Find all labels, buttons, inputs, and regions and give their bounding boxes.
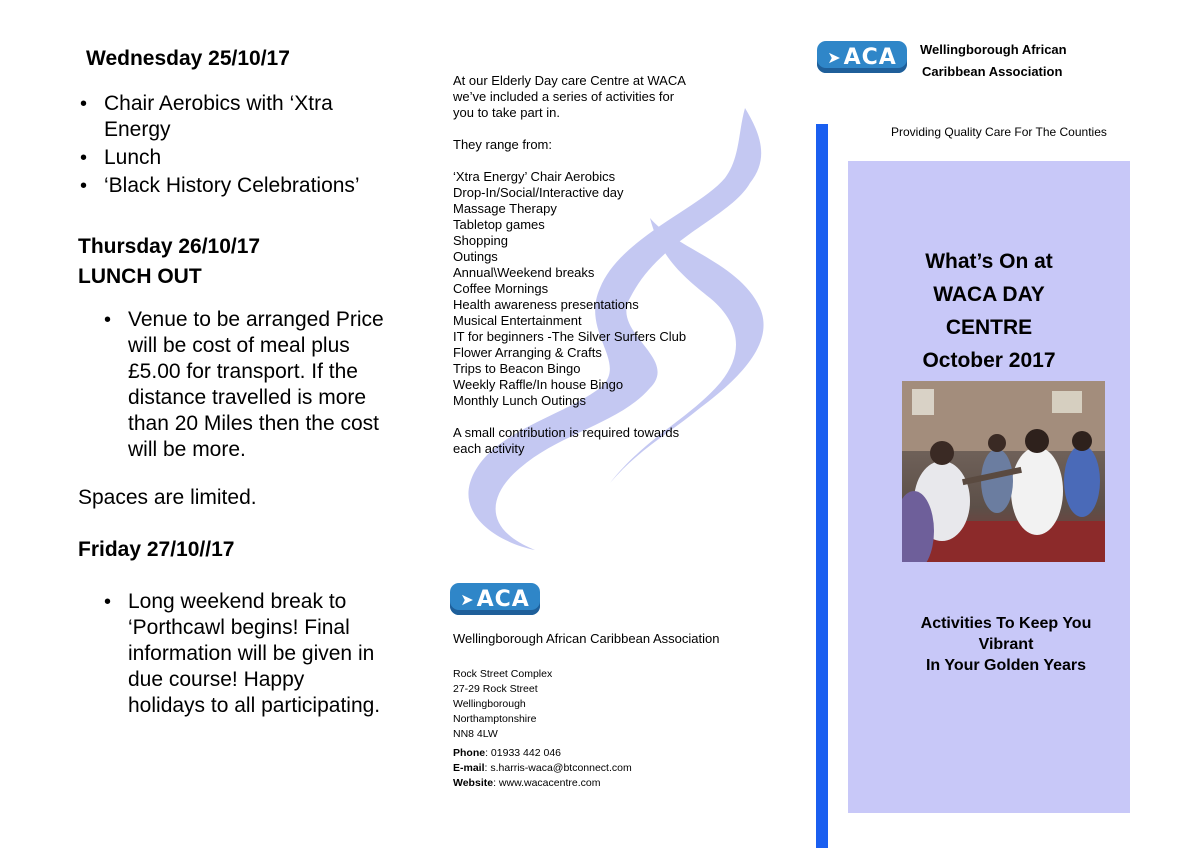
- contribution-line: A small contribution is required towards: [453, 425, 680, 440]
- thursday-heading: Thursday 26/10/17: [78, 235, 261, 258]
- cover-card: [848, 161, 1130, 813]
- thursday-list: [104, 307, 394, 463]
- intro-line: you to take part in.: [453, 105, 560, 120]
- list-item: Shopping: [453, 233, 508, 248]
- org-header: [920, 39, 1067, 83]
- list-item: Health awareness presentations: [453, 297, 639, 312]
- aerobics-photo: [902, 381, 1105, 562]
- address-line: Wellingborough: [453, 698, 526, 710]
- address-line: 27-29 Rock Street: [453, 683, 538, 695]
- email-line: [453, 761, 753, 776]
- intro-line: we’ve included a series of activities for: [453, 89, 675, 104]
- intro-text: [453, 73, 783, 457]
- list-item: Outings: [453, 249, 498, 264]
- title-line: WACA DAY: [933, 283, 1045, 306]
- list-item: Coffee Mornings: [453, 281, 549, 296]
- website-line: [453, 776, 753, 791]
- address-line: NN8 4LW: [453, 728, 498, 740]
- contribution-line: each activity: [453, 441, 525, 456]
- tagline-line: In Your Golden Years: [925, 657, 1087, 674]
- spaces-note: Spaces are limited.: [78, 486, 257, 509]
- list-item: Monthly Lunch Outings: [453, 393, 586, 408]
- range-label: They range from:: [453, 137, 552, 152]
- list-item: • Long weekend break to ‘Porthcawl begins! Final information will be given in due course! Happy holidays to all participating.: [104, 589, 384, 719]
- address-block: [453, 667, 753, 791]
- blue-divider-bar: [816, 124, 828, 848]
- friday-heading: Friday 27/10//17: [78, 538, 235, 561]
- list-item: • ‘Black History Celebrations’: [80, 173, 380, 199]
- phone-line: [453, 746, 753, 761]
- website-label: Website: [453, 777, 494, 789]
- email-value[interactable]: : s.harris-waca@btconnect.com: [484, 762, 632, 774]
- email-label: E-mail: [453, 762, 485, 774]
- wednesday-list: [80, 91, 380, 199]
- list-item: Massage Therapy: [453, 201, 557, 216]
- activities-list: [453, 169, 783, 409]
- title-line: October 2017: [922, 349, 1056, 372]
- list-item: Drop-In/Social/Interactive day: [453, 185, 624, 200]
- wednesday-heading: Wednesday 25/10/17: [86, 47, 290, 70]
- thursday-subheading: LUNCH OUT: [78, 265, 202, 288]
- list-item: Flower Arranging & Crafts: [453, 345, 602, 360]
- list-item: ‘Xtra Energy’ Chair Aerobics: [453, 169, 616, 184]
- title-line: CENTRE: [945, 316, 1033, 339]
- list-item: • Venue to be arranged Price will be cost of meal plus £5.00 for transport. If the distance travelled is more than 20 Miles then the cost will be more.: [104, 307, 394, 463]
- tagline-line: Activities To Keep You: [920, 615, 1092, 632]
- org-line: Caribbean Association: [922, 64, 1063, 79]
- waca-logo-icon: ➤ ACA: [450, 583, 540, 615]
- list-item: Weekly Raffle/In house Bingo: [453, 377, 624, 392]
- list-item: IT for beginners -The Silver Surfers Club: [453, 329, 687, 344]
- list-item: Musical Entertainment: [453, 313, 582, 328]
- tagline-line: Vibrant: [978, 636, 1034, 653]
- list-item: Trips to Beacon Bingo: [453, 361, 581, 376]
- friday-list: [104, 589, 384, 719]
- address-line: Rock Street Complex: [453, 668, 553, 680]
- address-line: Northamptonshire: [453, 713, 537, 725]
- website-value[interactable]: : www.wacacentre.com: [493, 777, 601, 789]
- waca-logo-icon: ➤ ACA: [817, 41, 907, 73]
- tagline: Providing Quality Care For The Counties: [891, 125, 1107, 139]
- title-line: What’s On at: [925, 250, 1053, 273]
- org-name: Wellingborough African Caribbean Association: [453, 631, 720, 646]
- intro-line: At our Elderly Day care Centre at WACA: [453, 73, 686, 88]
- cover-tagline: [848, 613, 1164, 676]
- cover-title: [848, 245, 1130, 377]
- phone-value: : 01933 442 046: [485, 747, 561, 759]
- list-item: Tabletop games: [453, 217, 545, 232]
- list-item: Annual\Weekend breaks: [453, 265, 595, 280]
- logo-text: ACA: [843, 44, 897, 70]
- list-item: • Lunch: [80, 145, 380, 171]
- list-item: • Chair Aerobics with ‘Xtra Energy: [80, 91, 380, 143]
- logo-text: ACA: [476, 586, 530, 612]
- org-line: Wellingborough African: [920, 42, 1067, 57]
- phone-label: Phone: [453, 747, 486, 759]
